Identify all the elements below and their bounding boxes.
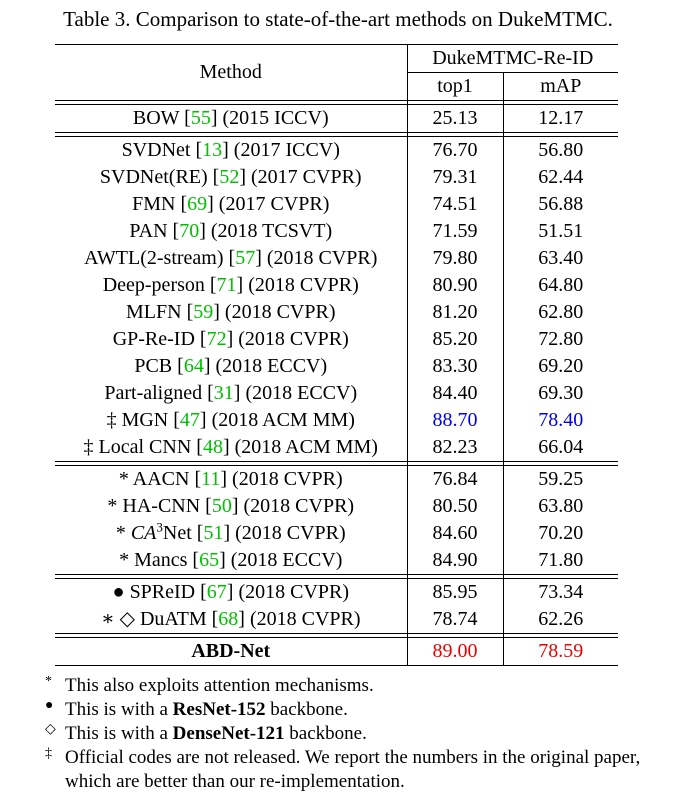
method-name: SVDNet(RE) [ xyxy=(99,166,220,188)
table-row xyxy=(55,299,618,326)
top1-value: 74.51 xyxy=(432,193,478,215)
method-cell xyxy=(55,105,407,133)
method-name: SVDNet [ xyxy=(121,139,203,161)
method-venue: ] (2017 ICCV) xyxy=(222,139,340,161)
citation-ref: 51 xyxy=(203,522,224,544)
top1-value: 71.59 xyxy=(432,220,478,242)
method-cell xyxy=(55,299,407,326)
map-cell xyxy=(503,137,618,165)
method-name: PAN [ xyxy=(129,220,180,242)
citation-ref: 72 xyxy=(206,328,227,350)
citation-ref: 52 xyxy=(219,166,240,188)
top1-cell xyxy=(407,638,503,666)
citation-ref: 13 xyxy=(202,139,223,161)
citation-ref: 57 xyxy=(235,247,256,269)
method-venue: ] (2018 ECCV) xyxy=(203,355,328,377)
footnote-text: This is with a xyxy=(65,699,173,720)
table-row xyxy=(55,191,618,218)
method-cell xyxy=(55,434,407,462)
method-prefix: ● xyxy=(112,581,130,603)
method-name: AWTL(2-stream) [ xyxy=(84,247,236,269)
citation-ref: 59 xyxy=(193,301,214,323)
map-cell xyxy=(503,606,618,634)
footnotes xyxy=(45,674,665,794)
method-cell xyxy=(55,191,407,218)
map-value: 64.80 xyxy=(538,274,584,296)
footnote-official-codes xyxy=(45,746,665,794)
top1-cell xyxy=(407,520,503,547)
method-venue: ] (2018 ACM MM) xyxy=(199,409,355,431)
map-value: 78.40 xyxy=(538,409,584,431)
method-cell xyxy=(55,326,407,353)
method-name: BOW [ xyxy=(132,107,191,129)
method-name: SPReID [ xyxy=(129,581,207,603)
top1-value: 89.00 xyxy=(432,640,478,662)
table-row xyxy=(55,407,618,434)
top1-value: 84.90 xyxy=(432,549,478,571)
map-cell xyxy=(503,164,618,191)
top1-value: 25.13 xyxy=(432,107,478,129)
comparison-table xyxy=(55,44,618,666)
top1-value: 80.50 xyxy=(432,495,478,517)
map-value: 71.80 xyxy=(538,549,584,571)
map-cell xyxy=(503,218,618,245)
top1-cell xyxy=(407,299,503,326)
table-row xyxy=(55,547,618,575)
footnote-resnet xyxy=(45,698,665,722)
top1-cell xyxy=(407,191,503,218)
method-prefix: ‡ xyxy=(106,409,122,431)
method-cell xyxy=(55,164,407,191)
top1-cell xyxy=(407,218,503,245)
method-venue: ] (2018 CVPR) xyxy=(226,581,350,603)
top1-value: 85.20 xyxy=(432,328,478,350)
method-cell xyxy=(55,218,407,245)
method-prefix: * xyxy=(115,522,131,544)
double-dagger-mark: ‡ xyxy=(45,746,52,761)
header-row xyxy=(55,45,618,73)
method-cell xyxy=(55,547,407,575)
citation-ref: 69 xyxy=(187,193,208,215)
method-venue: ] (2018 CVPR) xyxy=(213,301,336,323)
method-venue: ] (2017 CVPR) xyxy=(239,166,362,188)
method-name: ABD-Net xyxy=(191,640,271,662)
method-venue: ] (2018 TCSVT) xyxy=(199,220,333,242)
top1-cell xyxy=(407,164,503,191)
map-cell xyxy=(503,493,618,520)
map-cell xyxy=(503,191,618,218)
map-value: 69.30 xyxy=(538,382,584,404)
top1-value: 78.74 xyxy=(432,608,478,630)
map-value: 70.20 xyxy=(538,522,584,544)
method-name: GP-Re-ID [ xyxy=(112,328,207,350)
table-row xyxy=(55,245,618,272)
method-prefix: ‡ xyxy=(83,436,99,458)
top1-cell xyxy=(407,272,503,299)
citation-ref: 55 xyxy=(190,107,211,129)
table-row xyxy=(55,272,618,299)
top1-value: 88.70 xyxy=(432,409,478,431)
method-name: PCB [ xyxy=(134,355,184,377)
map-cell xyxy=(503,638,618,666)
method-venue: ] (2018 CVPR) xyxy=(238,608,361,630)
map-value: 78.59 xyxy=(538,640,584,662)
top1-value: 85.95 xyxy=(432,581,478,603)
bullet-mark: ● xyxy=(45,698,54,713)
table-row xyxy=(55,466,618,494)
top1-value: 83.30 xyxy=(432,355,478,377)
top1-cell xyxy=(407,493,503,520)
method-venue: ] (2018 ECCV) xyxy=(233,382,358,404)
map-cell xyxy=(503,105,618,133)
method-venue: ] (2018 ACM MM) xyxy=(222,436,378,458)
footnote-bold: ResNet-152 xyxy=(172,699,266,720)
method-name: DuATM [ xyxy=(139,608,219,630)
citation-ref: 65 xyxy=(199,549,220,571)
method-venue: ] (2018 CVPR) xyxy=(223,522,346,544)
method-cell xyxy=(55,272,407,299)
table-row xyxy=(55,218,618,245)
top1-cell xyxy=(407,326,503,353)
top1-cell xyxy=(407,466,503,494)
top1-cell xyxy=(407,434,503,462)
method-venue: ] (2015 ICCV) xyxy=(210,107,329,129)
method-prefix: * xyxy=(118,468,133,490)
map-value: 62.80 xyxy=(538,301,584,323)
table-row xyxy=(55,164,618,191)
method-cell xyxy=(55,520,407,547)
method-name: HA-CNN [ xyxy=(122,495,212,517)
map-cell xyxy=(503,326,618,353)
table-row xyxy=(55,353,618,380)
footnote-text: This also exploits attention mechanisms. xyxy=(65,675,374,696)
top1-cell xyxy=(407,547,503,575)
table-row xyxy=(55,380,618,407)
citation-ref: 64 xyxy=(183,355,204,377)
method-venue: ] (2018 CVPR) xyxy=(226,328,349,350)
footnote-text: This is with a xyxy=(65,723,173,744)
citation-ref: 47 xyxy=(179,409,200,431)
table-row xyxy=(55,326,618,353)
map-cell xyxy=(503,520,618,547)
diamond-mark: ◇ xyxy=(45,722,56,737)
method-prefix: * xyxy=(107,495,123,517)
method-italic: CA xyxy=(130,522,157,544)
top1-header: top1 xyxy=(407,73,503,101)
footnote-bold: DenseNet-121 xyxy=(172,723,285,744)
method-prefix: ∗ ◇ xyxy=(100,608,140,630)
top1-cell xyxy=(407,606,503,634)
method-name: Part-aligned [ xyxy=(104,382,214,404)
map-value: 63.80 xyxy=(538,495,584,517)
map-cell xyxy=(503,407,618,434)
method-header: Method xyxy=(55,45,407,101)
method-cell xyxy=(55,493,407,520)
method-venue: ] (2018 CVPR) xyxy=(220,468,343,490)
citation-ref: 31 xyxy=(213,382,234,404)
method-cell xyxy=(55,353,407,380)
method-name: Mancs [ xyxy=(134,549,200,571)
footnote-attention xyxy=(45,674,665,698)
map-value: 12.17 xyxy=(538,107,584,129)
method-venue: ] (2018 CVPR) xyxy=(236,274,359,296)
top1-value: 81.20 xyxy=(432,301,478,323)
method-name: Deep-person [ xyxy=(102,274,217,296)
top1-value: 76.70 xyxy=(432,139,478,161)
map-cell xyxy=(503,245,618,272)
top1-value: 76.84 xyxy=(432,468,478,490)
dataset-header: DukeMTMC-Re-ID xyxy=(407,45,618,73)
map-cell xyxy=(503,380,618,407)
map-cell xyxy=(503,547,618,575)
top1-cell xyxy=(407,105,503,133)
table-row xyxy=(55,579,618,607)
citation-ref: 11 xyxy=(201,468,221,490)
map-value: 72.80 xyxy=(538,328,584,350)
footnote-text: Official codes are not released. We report the numbers in the original paper, which are better than our re-implementation. xyxy=(65,747,641,792)
citation-ref: 68 xyxy=(218,608,239,630)
top1-value: 79.31 xyxy=(432,166,478,188)
method-venue: ] (2017 CVPR) xyxy=(207,193,330,215)
top1-value: 84.60 xyxy=(432,522,478,544)
top1-value: 84.40 xyxy=(432,382,478,404)
map-value: 62.26 xyxy=(538,608,584,630)
map-cell xyxy=(503,299,618,326)
method-name: MLFN [ xyxy=(126,301,194,323)
method-cell xyxy=(55,407,407,434)
map-value: 56.80 xyxy=(538,139,584,161)
table-row xyxy=(55,638,618,666)
top1-value: 80.90 xyxy=(432,274,478,296)
method-name: Local CNN [ xyxy=(98,436,203,458)
citation-ref: 71 xyxy=(216,274,237,296)
table-row xyxy=(55,520,618,547)
method-venue: ] (2018 ECCV) xyxy=(219,549,343,571)
method-cell xyxy=(55,466,407,494)
map-value: 63.40 xyxy=(538,247,584,269)
method-venue: ] (2018 CVPR) xyxy=(255,247,378,269)
citation-ref: 70 xyxy=(179,220,200,242)
map-value: 73.34 xyxy=(538,581,584,603)
top1-cell xyxy=(407,245,503,272)
map-value: 51.51 xyxy=(538,220,584,242)
map-value: 59.25 xyxy=(538,468,584,490)
map-cell xyxy=(503,466,618,494)
footnote-text: backbone. xyxy=(284,723,367,744)
top1-cell xyxy=(407,579,503,607)
method-cell xyxy=(55,380,407,407)
method-cell xyxy=(55,137,407,165)
top1-cell xyxy=(407,380,503,407)
footnote-text: backbone. xyxy=(265,699,348,720)
map-value: 69.20 xyxy=(538,355,584,377)
map-value: 62.44 xyxy=(538,166,584,188)
method-name: Net [ xyxy=(162,522,204,544)
map-value: 56.88 xyxy=(538,193,584,215)
method-cell xyxy=(55,638,407,666)
top1-value: 79.80 xyxy=(432,247,478,269)
map-cell xyxy=(503,434,618,462)
method-cell xyxy=(55,606,407,634)
table-row xyxy=(55,137,618,165)
citation-ref: 48 xyxy=(202,436,223,458)
method-name: FMN [ xyxy=(132,193,188,215)
top1-cell xyxy=(407,353,503,380)
method-venue: ] (2018 CVPR) xyxy=(231,495,355,517)
map-cell xyxy=(503,353,618,380)
citation-ref: 67 xyxy=(206,581,227,603)
method-cell xyxy=(55,245,407,272)
method-name: MGN [ xyxy=(121,409,180,431)
map-cell xyxy=(503,272,618,299)
table-caption: Table 3. Comparison to state-of-the-art methods on DukeMTMC. xyxy=(63,7,613,31)
method-superscript: 3 xyxy=(156,519,163,535)
method-cell xyxy=(55,579,407,607)
method-name: AACN [ xyxy=(132,468,202,490)
top1-cell xyxy=(407,137,503,165)
table-row xyxy=(55,434,618,462)
table-row xyxy=(55,493,618,520)
asterisk-mark: * xyxy=(45,674,52,689)
table-row xyxy=(55,606,618,634)
footnote-densenet xyxy=(45,722,665,746)
table-row xyxy=(55,105,618,133)
top1-value: 82.23 xyxy=(432,436,478,458)
map-value: 66.04 xyxy=(538,436,584,458)
map-cell xyxy=(503,579,618,607)
map-header: mAP xyxy=(503,73,618,101)
top1-cell xyxy=(407,407,503,434)
citation-ref: 50 xyxy=(211,495,232,517)
method-prefix: * xyxy=(119,549,135,571)
